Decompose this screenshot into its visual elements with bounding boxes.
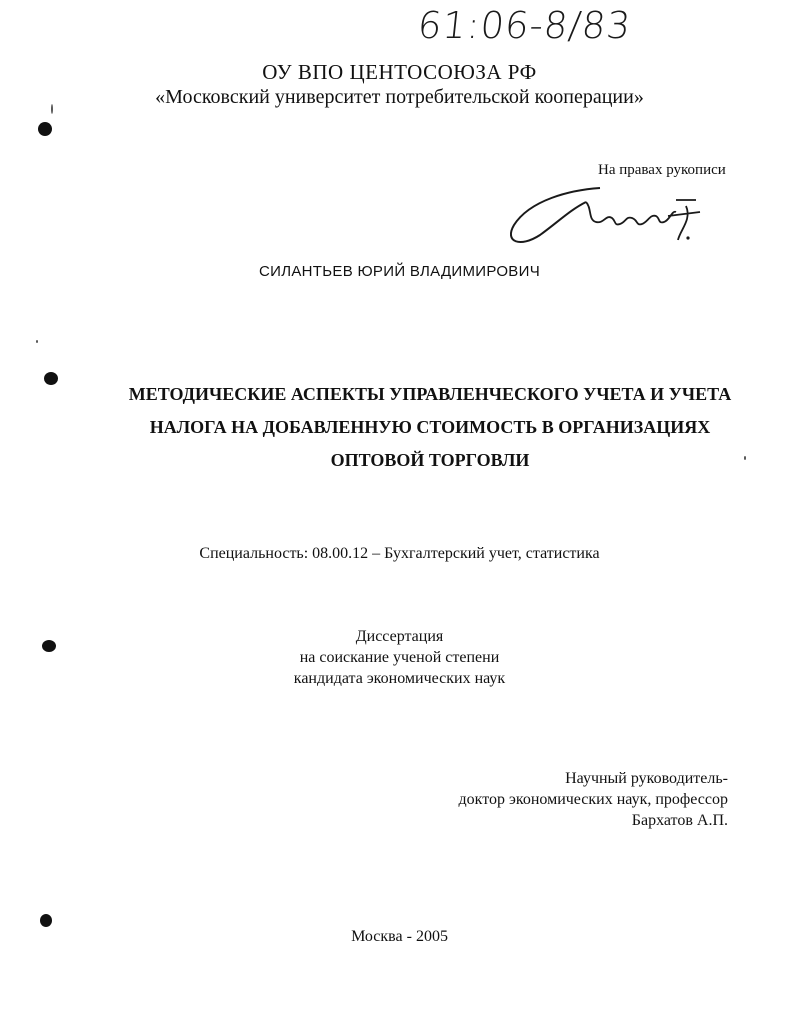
scan-speck-icon <box>51 104 53 114</box>
scan-speck-icon <box>36 340 38 343</box>
supervisor-line: доктор экономических наук, профессор <box>458 791 728 808</box>
work-type <box>0 626 799 689</box>
scan-blot-icon <box>38 122 52 136</box>
archive-code: 61:06-8/83 <box>415 4 634 47</box>
supervisor <box>459 768 729 831</box>
dissertation-title <box>100 378 760 477</box>
city-year: Москва - 2005 <box>351 928 448 945</box>
scan-blot-icon <box>44 372 58 385</box>
organization-name: ОУ ВПО ЦЕНТОСОЮЗА РФ <box>262 60 537 84</box>
work-type-line: на соискание ученой степени <box>299 649 500 666</box>
signature-image <box>500 180 710 260</box>
title-line: ОПТОВОЙ ТОРГОВЛИ <box>330 450 530 470</box>
title-line: МЕТОДИЧЕСКИЕ АСПЕКТЫ УПРАВЛЕНЧЕСКОГО УЧЕТА И УЧЕТА <box>128 384 732 404</box>
work-type-line: кандидата экономических наук <box>293 670 506 687</box>
scan-blot-icon <box>42 640 56 652</box>
university-name: «Московский университет потребительской кооперации» <box>155 86 644 108</box>
manuscript-rights: На правах рукописи <box>598 162 726 178</box>
supervisor-line: Бархатов А.П. <box>631 812 728 829</box>
specialty: Специальность: 08.00.12 – Бухгалтерский учет, статистика <box>199 545 600 562</box>
author-name: СИЛАНТЬЕВ ЮРИЙ ВЛАДИМИРОВИЧ <box>259 263 540 280</box>
title-line: НАЛОГА НА ДОБАВЛЕННУЮ СТОИМОСТЬ В ОРГАНИЗАЦИЯХ <box>149 417 711 437</box>
scan-speck-icon <box>744 456 746 460</box>
scan-blot-icon <box>40 914 52 927</box>
work-type-line: Диссертация <box>355 628 444 645</box>
supervisor-line: Научный руководитель- <box>565 770 728 787</box>
